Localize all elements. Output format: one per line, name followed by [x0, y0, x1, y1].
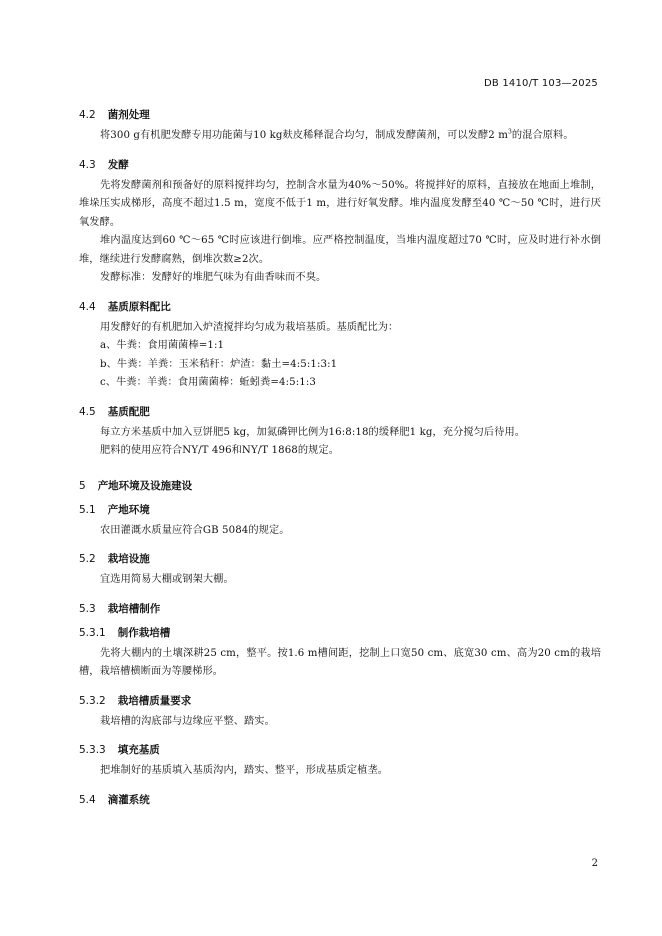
section-number: 5.3: [79, 602, 96, 615]
superscript: 3: [507, 128, 512, 136]
section-number: 5.3.3: [79, 744, 106, 756]
section-title: 产地环境及设施建设: [97, 479, 193, 492]
section-number: 4.2: [79, 109, 96, 121]
list-item-a: a、牛粪：食用菌菌棒=1:1: [100, 340, 225, 351]
section-title: 填充基质: [117, 744, 160, 756]
section-title: 栽培槽制作: [107, 602, 161, 615]
text-run: 的混合原料。: [511, 130, 574, 141]
section-5-4-heading: [79, 791, 601, 809]
section-number: 4.4: [79, 300, 96, 313]
section-title: 基质配肥: [107, 405, 150, 418]
list-item-b: b、牛粪：羊粪：玉米秸秆：炉渣：黏土=4:5:1:3:1: [100, 358, 338, 370]
section-number: 4.3: [79, 158, 96, 171]
section-4-2-paragraph: [79, 127, 601, 146]
section-title: 基质原料配比: [107, 300, 171, 313]
section-number: 4.5: [79, 405, 96, 418]
section-5-3-heading: [79, 600, 601, 618]
section-4-3-paragraph-1: 先将发酵菌剂和预备好的原料搅拌均匀，控制含水量为40%～50%。将搅拌好的原料，直接放在地面上堆制，堆垛压实成梯形，高度不超过1.5 m，宽度不低于1 m，进行好氧发酵。堆内温度发酵至40 ℃～50 ℃时，进行厌氧发酵。: [79, 179, 601, 228]
section-5-3-1-heading: [79, 624, 601, 642]
section-4-3-heading: [79, 156, 601, 174]
section-title: 产地环境: [107, 503, 150, 516]
section-4-5-paragraph-1: 每立方米基质中加入豆饼肥5 kg，加氮磷钾比例为16:8:18的缓释肥1 kg，充分搅匀后待用。: [100, 426, 526, 438]
section-title: 滴灌系统: [107, 793, 150, 806]
section-title: 发酵: [107, 158, 129, 171]
section-4-5-paragraph-2: 肥料的使用应符合NY/T 496和NY/T 1868的规定。: [100, 445, 340, 456]
section-title: 栽培槽质量要求: [117, 694, 192, 707]
section-number: 5.1: [79, 503, 96, 516]
section-5-3-1-paragraph: 先将大棚内的土壤深耕25 cm，整平。按1.6 m槽间距，挖制上口宽50 cm、底宽30 cm、高为20 cm的栽培槽，栽培槽横断面为等腰梯形。: [79, 647, 601, 677]
page-number: 2: [591, 858, 598, 869]
section-number: 5.4: [79, 793, 96, 806]
section-4-4-paragraph: 用发酵好的有机肥加入炉渣搅拌均匀成为栽培基质。基质配比为：: [100, 321, 399, 333]
chapter-5-heading: [79, 477, 601, 495]
section-4-2-heading: [79, 106, 601, 124]
section-number: 5.3.1: [79, 626, 106, 639]
section-4-5-heading: [79, 403, 601, 421]
section-5-3-3-heading: [79, 741, 601, 759]
section-5-1-heading: [79, 501, 601, 519]
section-5-3-3-paragraph: 把堆制好的基质填入基质沟内，踏实、整平，形成基质定植垄。: [100, 765, 389, 776]
section-title: 制作栽培槽: [117, 626, 171, 639]
section-5-1-paragraph: 农田灌溉水质量应符合GB 5084的规定。: [100, 524, 290, 536]
document-code: DB 1410/T 103—2025: [484, 78, 598, 89]
section-5-3-2-heading: [79, 692, 601, 710]
section-title: 栽培设施: [107, 553, 150, 565]
list-item-c: c、牛粪：羊粪：食用菌菌棒：蚯蚓粪=4:5:1:3: [100, 377, 316, 388]
section-5-2-paragraph: 宜选用简易大棚或钢架大棚。: [100, 574, 234, 585]
section-5-2-heading: [79, 550, 601, 568]
section-number: 5.3.2: [79, 694, 106, 707]
page-content: [79, 104, 601, 812]
section-4-4-heading: [79, 298, 601, 316]
section-5-3-2-paragraph: 栽培槽的沟底部与边缘应平整、踏实。: [100, 715, 275, 727]
section-4-3-paragraph-3: 发酵标准：发酵好的堆肥气味为有曲香味而不臭。: [100, 272, 327, 283]
section-title: 菌剂处理: [107, 109, 150, 121]
section-number: 5: [79, 479, 86, 492]
section-4-3-paragraph-2: 堆内温度达到60 ℃～65 ℃时应该进行倒堆。应严格控制温度，当堆内温度超过70 ℃时，应及时进行补水倒堆，继续进行发酵腐熟，倒堆次数≥2次。: [79, 235, 601, 265]
text-run: 将300 g有机肥发酵专用功能菌与10 kg麸皮稀释混合均匀，制成发酵菌剂，可以发酵2 m: [100, 130, 508, 141]
section-number: 5.2: [79, 553, 96, 565]
